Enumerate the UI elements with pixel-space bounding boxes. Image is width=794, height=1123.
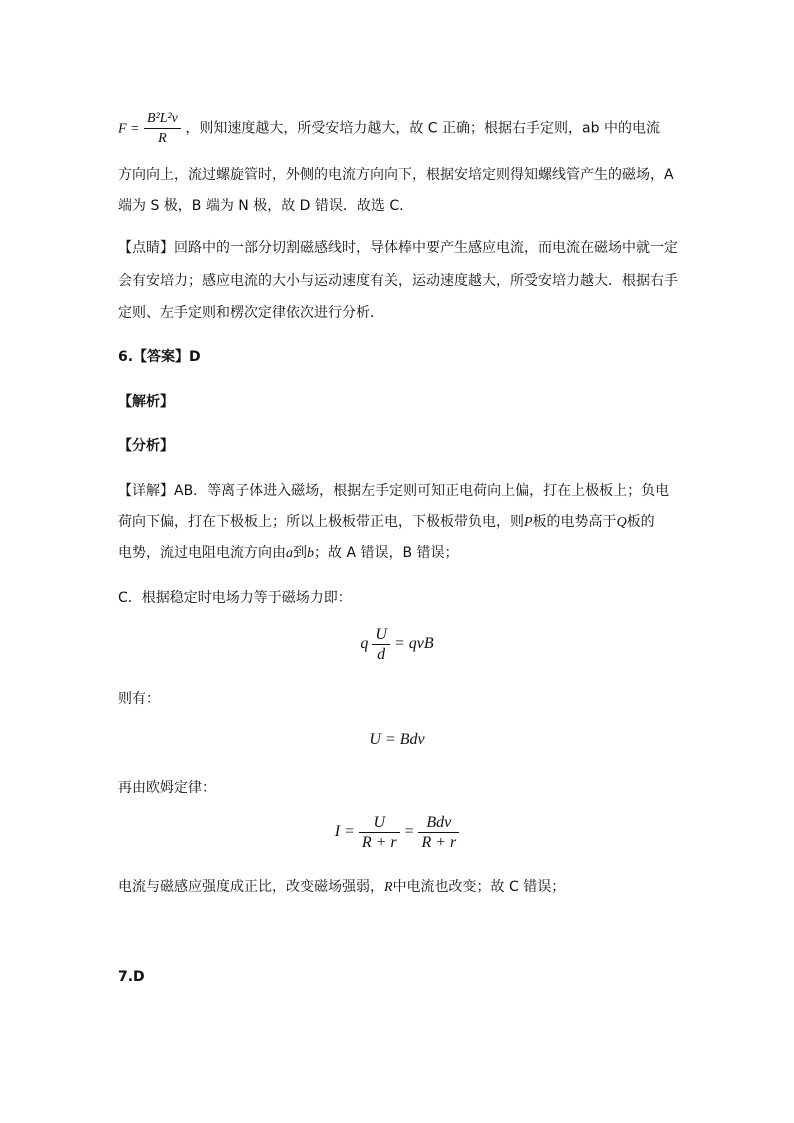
dianjing-line-2: 会有安培力；感应电流的大小与运动速度有关，运动速度越大，所受安培力越大．根据右手 bbox=[118, 273, 678, 289]
dianjing-line-1: 【点睛】回路中的一部分切割磁感线时，导体棒中要产生感应电流，而电流在磁场中就一定 bbox=[118, 240, 678, 256]
eq3-equals: = bbox=[403, 823, 415, 841]
var-r: R bbox=[384, 880, 393, 895]
formula-line bbox=[118, 110, 660, 147]
eq3-denominator-1: R + r bbox=[361, 834, 397, 851]
eq1-rhs: = qvB bbox=[393, 635, 434, 653]
formula-denominator: R bbox=[158, 131, 167, 146]
last-line bbox=[118, 877, 565, 898]
last-text: 中电流也改变；故 C 错误； bbox=[392, 879, 566, 895]
eq1-q: q bbox=[360, 635, 369, 653]
eq1-fraction bbox=[372, 626, 390, 663]
eq3-fraction-1 bbox=[359, 814, 400, 851]
eq3-denominator-2: R + r bbox=[421, 834, 457, 851]
dianjing-line-3: 定则、左手定则和楞次定律依次进行分析． bbox=[118, 305, 384, 321]
var-q: Q bbox=[616, 515, 627, 530]
formula-lhs: F = bbox=[118, 121, 140, 137]
formula-fraction bbox=[144, 110, 181, 147]
detail-text: 电势，流过电阻电流方向由 bbox=[118, 545, 286, 561]
eq1-denominator: d bbox=[377, 646, 386, 663]
ohm-line: 再由欧姆定律： bbox=[118, 780, 216, 796]
detail-text: 板的电势高于 bbox=[532, 514, 617, 530]
formula-text: ，则知速度越大，所受安培力越大，故 C 正确；根据右手定则，ab 中的电流 bbox=[185, 120, 660, 137]
equation-1 bbox=[0, 626, 794, 663]
detail-text: 荷向下偏，打在下极板上；所以上极板带正电，下极板带负电，则 bbox=[118, 514, 524, 530]
text-line-3: 端为 S 极，B 端为 N 极，故 D 错误．故选 C. bbox=[118, 198, 404, 214]
detail-text: 板的 bbox=[626, 514, 655, 530]
eq3-numerator-2: Bdv bbox=[418, 814, 459, 833]
var-p: P bbox=[524, 515, 533, 530]
var-a: a bbox=[286, 546, 293, 561]
eq3-numerator-1: U bbox=[359, 814, 400, 833]
detail-text: ；故 A 错误，B 错误； bbox=[314, 545, 459, 561]
fenxi-heading: 【分析】 bbox=[118, 438, 174, 454]
zeyou-line: 则有： bbox=[118, 691, 160, 707]
c-line: C．根据稳定时电场力等于磁场力即： bbox=[118, 590, 352, 606]
detail-line-1: 【详解】AB．等离子体进入磁场，根据左手定则可知正电荷向上偏，打在上极板上；负电 bbox=[118, 483, 670, 499]
last-text: 电流与磁感应强度成正比，改变磁场强弱， bbox=[118, 879, 384, 895]
jiexi-heading: 【解析】 bbox=[118, 394, 174, 410]
detail-text: 到 bbox=[293, 545, 307, 561]
detail-line-2 bbox=[118, 512, 655, 533]
equation-2: U = Bdv bbox=[369, 731, 425, 748]
eq3-lhs: I = bbox=[334, 823, 355, 841]
equation-3 bbox=[0, 814, 794, 851]
answer-7: 7.D bbox=[118, 969, 145, 985]
var-b: b bbox=[307, 546, 314, 561]
detail-line-3 bbox=[118, 543, 459, 564]
answer-6: 6.【答案】D bbox=[118, 349, 201, 365]
text-line-2: 方向向上，流过螺旋管时，外侧的电流方向向下，根据安培定则得知螺线管产生的磁场，A bbox=[118, 167, 674, 183]
eq1-numerator: U bbox=[372, 626, 390, 645]
eq3-fraction-2 bbox=[418, 814, 459, 851]
formula-numerator: B²L²v bbox=[144, 110, 181, 129]
